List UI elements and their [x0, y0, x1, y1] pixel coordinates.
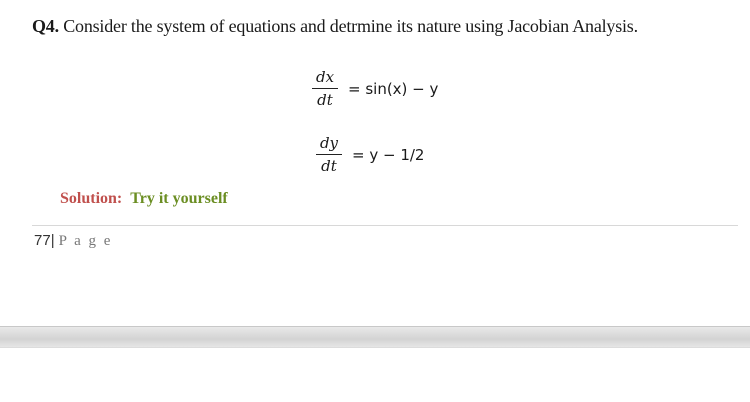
page-word: P a g e [58, 233, 113, 249]
fraction-numerator: dx [315, 68, 335, 86]
solution-text: Try it yourself [130, 190, 228, 207]
page-break-gap [0, 326, 750, 348]
page-number: 77 [34, 232, 51, 249]
fraction-bar [316, 154, 342, 155]
page-separator: | [50, 232, 55, 249]
solution-label: Solution: [60, 190, 123, 207]
question-text [32, 14, 732, 38]
solution-line [60, 190, 228, 208]
question-number: Q4. [32, 16, 59, 36]
equation-rhs: = y − 1/2 [352, 145, 425, 164]
page-footer [34, 232, 112, 250]
fraction-denominator: dt [317, 91, 333, 110]
footer-divider [32, 225, 738, 226]
fraction-bar [312, 88, 338, 89]
equation-dx-dt [312, 68, 438, 109]
derivative-fraction [316, 134, 342, 175]
equation-rhs: = sin(x) − y [348, 79, 439, 98]
derivative-fraction [312, 68, 338, 109]
question-body: Consider the system of equations and detrmine its nature using Jacobian Analysis. [63, 16, 638, 36]
equation-dy-dt [316, 134, 424, 175]
fraction-numerator: dy [319, 134, 339, 152]
fraction-denominator: dt [321, 157, 337, 176]
